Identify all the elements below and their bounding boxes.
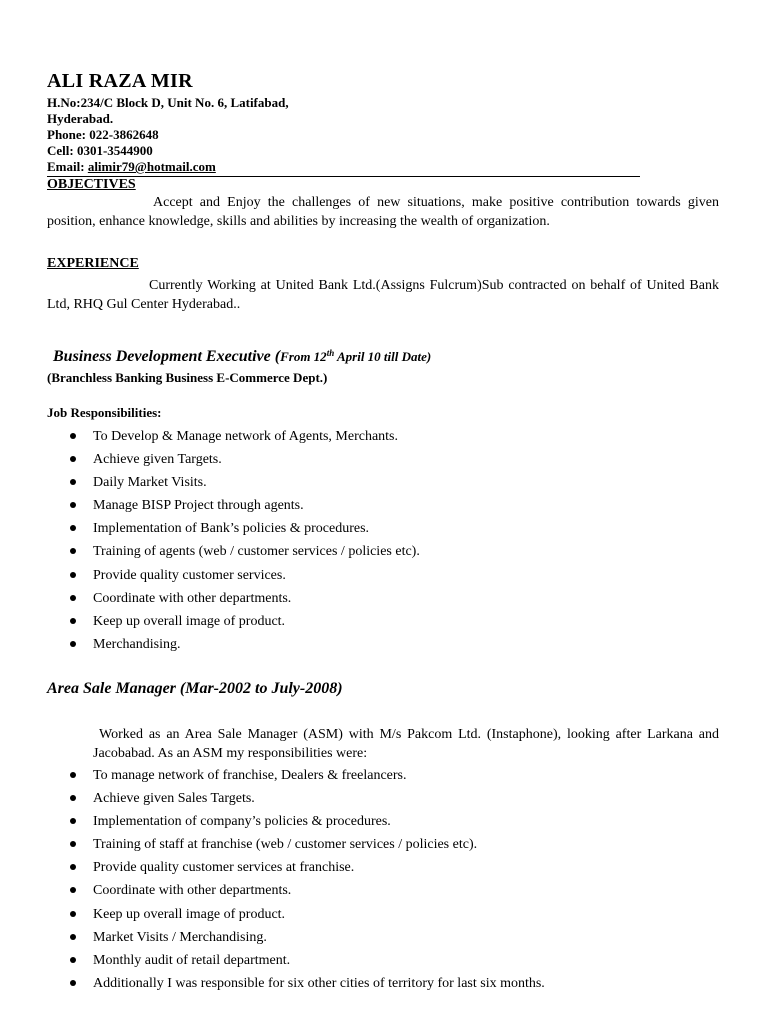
job2-title-line xyxy=(47,680,343,698)
list-item xyxy=(70,833,545,856)
bullet-icon xyxy=(70,618,76,624)
job1-date: From 12th April 10 till Date) xyxy=(280,348,432,364)
list-item-text: Provide quality customer services. xyxy=(93,567,286,583)
list-item-text: Achieve given Targets. xyxy=(93,452,222,468)
email-line xyxy=(47,159,216,175)
bullet-icon xyxy=(70,795,76,801)
list-item xyxy=(70,610,420,633)
objectives-heading: OBJECTIVES xyxy=(47,177,136,192)
list-item xyxy=(70,448,420,471)
list-item-text: Keep up overall image of product. xyxy=(93,906,286,922)
job1-title-line xyxy=(53,348,431,366)
bullet-icon xyxy=(70,572,76,578)
list-item-text: Daily Market Visits. xyxy=(93,475,207,491)
list-item-text: Manage BISP Project through agents. xyxy=(93,498,304,514)
list-item-text: Training of agents (web / customer services / policies etc). xyxy=(93,544,420,560)
experience-text: Currently Working at United Bank Ltd.(Assigns Fulcrum)Sub contracted on behalf of United Bank Ltd, RHQ Gul Center Hyderabad.. xyxy=(47,278,719,312)
list-item xyxy=(70,972,545,995)
bullet-icon xyxy=(70,595,76,601)
list-item xyxy=(70,856,545,879)
address-line-1: H.No:234/C Block D, Unit No. 6, Latifabad, xyxy=(47,95,289,110)
list-item xyxy=(70,949,545,972)
list-item-text: Training of staff at franchise (web / customer services / policies etc). xyxy=(93,837,478,853)
email-link[interactable]: alimir79@hotmail.com xyxy=(87,159,216,174)
list-item xyxy=(70,764,545,787)
list-item xyxy=(70,926,545,949)
list-item-text: Merchandising. xyxy=(93,636,181,652)
list-item-text: Monthly audit of retail department. xyxy=(93,952,291,968)
cell-number: Cell: 0301-3544900 xyxy=(47,143,153,158)
bullet-icon xyxy=(70,433,76,439)
email-label: Email: xyxy=(47,159,88,174)
list-item xyxy=(70,633,420,656)
bullet-icon xyxy=(70,864,76,870)
job1-responsibilities-heading: Job Responsibilities: xyxy=(47,405,162,420)
job2-responsibilities-list xyxy=(70,764,545,995)
list-item xyxy=(70,787,545,810)
list-item-text: Market Visits / Merchandising. xyxy=(93,929,267,945)
experience-heading: EXPERIENCE xyxy=(47,256,139,271)
job2-intro: Worked as an Area Sale Manager (ASM) with M/s Pakcom Ltd. (Instaphone), looking after Larkana and Jacobabad. As an ASM my responsibilities were: xyxy=(93,727,719,761)
bullet-icon xyxy=(70,525,76,531)
list-item xyxy=(70,564,420,587)
list-item-text: To manage network of franchise, Dealers & freelancers. xyxy=(93,768,407,783)
list-item xyxy=(70,471,420,494)
bullet-icon xyxy=(70,479,76,485)
bullet-icon xyxy=(70,911,76,917)
list-item-text: Implementation of Bank’s policies & procedures. xyxy=(93,521,370,537)
job1-department: (Branchless Banking Business E-Commerce Dept.) xyxy=(47,370,328,385)
bullet-icon xyxy=(70,934,76,940)
bullet-icon xyxy=(70,641,76,647)
bullet-icon xyxy=(70,957,76,963)
list-item xyxy=(70,879,545,902)
list-item-text: Coordinate with other departments. xyxy=(93,883,292,899)
list-item xyxy=(70,587,420,610)
list-item xyxy=(70,494,420,517)
list-item xyxy=(70,425,420,448)
bullet-icon xyxy=(70,772,76,778)
list-item-text: Implementation of company’s policies & procedures. xyxy=(93,814,391,830)
list-item-text: Achieve given Sales Targets. xyxy=(93,791,255,807)
list-item-text: To Develop & Manage network of Agents, Merchants. xyxy=(93,429,398,444)
list-item-text: Provide quality customer services at franchise. xyxy=(93,860,355,876)
objectives-text: Accept and Enjoy the challenges of new situations, make positive contribution towards given position, enhance knowledge, skills and abilities by increasing the wealth of organization. xyxy=(47,195,719,229)
bullet-icon xyxy=(70,502,76,508)
bullet-icon xyxy=(70,456,76,462)
list-item-text: Keep up overall image of product. xyxy=(93,613,286,629)
bullet-icon xyxy=(70,980,76,986)
phone-number: Phone: 022-3862648 xyxy=(47,127,159,142)
job1-responsibilities-list xyxy=(70,425,420,656)
applicant-name: ALI RAZA MIR xyxy=(47,70,193,92)
list-item xyxy=(70,903,545,926)
job2-title: Area Sale Manager (Mar-2002 to July-2008) xyxy=(47,680,343,697)
job1-title: Business Development Executive ( xyxy=(53,348,281,365)
bullet-icon xyxy=(70,841,76,847)
list-item xyxy=(70,810,545,833)
bullet-icon xyxy=(70,887,76,893)
list-item-text: Coordinate with other departments. xyxy=(93,590,292,606)
address-line-2: Hyderabad. xyxy=(47,111,114,126)
list-item-text: Additionally I was responsible for six other cities of territory for last six months. xyxy=(93,975,545,991)
bullet-icon xyxy=(70,818,76,824)
list-item xyxy=(70,540,420,563)
bullet-icon xyxy=(70,548,76,554)
list-item xyxy=(70,517,420,540)
